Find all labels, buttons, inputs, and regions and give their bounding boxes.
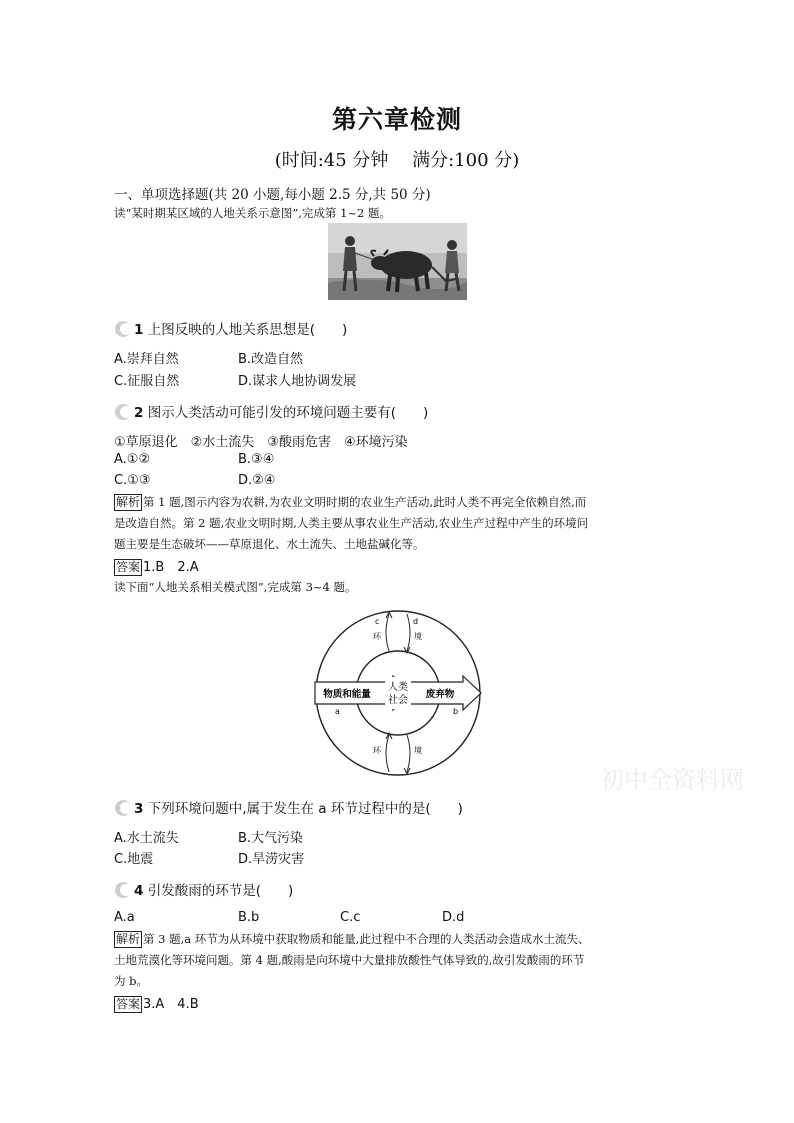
q3-option-a: A.水土流失 [114, 831, 179, 846]
diagram-bottom-left-char: 环 [373, 746, 381, 755]
answer-2 [114, 993, 199, 1013]
diagram-label-a: a [335, 707, 340, 716]
analysis-1-line-2: 是改造自然。第 2 题,农业文明时期,人类主要从事农业生产活动,农业生产过程中产生的环境问 [114, 516, 589, 530]
q1-option-a: A.崇拜自然 [114, 352, 179, 367]
analysis-1-line-3: 题主要是生态破坏——草原退化、水土流失、土地盐碱化等。 [114, 537, 425, 551]
analysis-1 [114, 492, 680, 555]
answer-2-text: 3.A 4.B [143, 997, 199, 1012]
answer-1-text: 1.B 2.A [143, 560, 199, 575]
q4-option-d: D.d [442, 910, 465, 925]
diagram-label-b: b [453, 707, 459, 716]
diagram-left-label: 物质和能量 [323, 689, 371, 700]
q4-option-b: B.b [238, 910, 260, 925]
human-land-diagram [313, 608, 483, 778]
answer-tag: 答案 [116, 560, 141, 574]
page-subtitle: (时间:45 分钟 满分:100 分) [274, 150, 520, 171]
question-marker-icon [114, 799, 132, 817]
q4-option-a: A.a [114, 910, 135, 925]
diagram-top-right-char: 境 [414, 632, 422, 641]
q1-option-b: B.改造自然 [238, 352, 304, 367]
diagram-center-line1: 人类 [388, 682, 408, 693]
question-2 [114, 401, 428, 421]
analysis-2-line-2: 土地荒漠化等环境问题。第 4 题,酸雨是向环境中大量排放酸性气体导致的,故引发酸雨的环节 [114, 953, 585, 967]
question-number: 2 [134, 405, 144, 421]
answer-tag: 答案 [116, 997, 141, 1011]
question-3 [114, 797, 463, 817]
question-text: 上图反映的人地关系思想是( ) [147, 322, 348, 338]
diagram-right-label: 废弃物 [425, 689, 455, 700]
diagram-label-d: d [413, 617, 419, 626]
q4-option-c: C.c [340, 910, 361, 925]
diagram-bottom-right-char: 境 [414, 746, 422, 755]
diagram-label-c: c [375, 617, 380, 626]
farming-photo [328, 223, 467, 300]
section-heading: 一、单项选择题(共 20 小题,每小题 2.5 分,共 50 分) [114, 187, 431, 203]
question-marker-icon [114, 320, 132, 338]
intro-2: 读下面“人地关系相关模式图”,完成第 3~4 题。 [114, 580, 357, 594]
analysis-1-line-1: 第 1 题,图示内容为农耕,为农业文明时期的农业生产活动,此时人类不再完全依赖自然,而 [143, 495, 587, 509]
question-4 [114, 879, 293, 899]
question-text: 下列环境问题中,属于发生在 a 环节过程中的是( ) [147, 801, 463, 817]
q2-option-b: B.③④ [238, 452, 275, 467]
q2-items: ①草原退化 ②水土流失 ③酸雨危害 ④环境污染 [114, 435, 408, 450]
analysis-2 [114, 929, 680, 992]
question-number: 3 [134, 801, 144, 817]
q3-option-b: B.大气污染 [238, 831, 304, 846]
diagram-top-left-char: 环 [373, 632, 381, 641]
q1-option-d: D.谋求人地协调发展 [238, 374, 357, 389]
q2-option-c: C.①③ [114, 473, 151, 488]
page-title: 第六章检测 [331, 105, 462, 134]
q1-option-c: C.征服自然 [114, 374, 180, 389]
question-1 [114, 318, 347, 338]
diagram-center-line2: 社会 [388, 695, 408, 706]
question-number: 1 [134, 322, 144, 338]
q3-option-d: D.旱涝灾害 [238, 852, 305, 867]
q2-option-d: D.②④ [238, 473, 276, 488]
question-number: 4 [134, 883, 144, 899]
question-marker-icon [114, 403, 132, 421]
q2-option-a: A.①② [114, 452, 151, 467]
analysis-2-line-1: 第 3 题,a 环节为从环境中获取物质和能量,此过程中不合理的人类活动会造成水土流失、 [143, 932, 590, 946]
question-text: 引发酸雨的环节是( ) [147, 883, 294, 899]
q3-option-c: C.地震 [114, 852, 154, 867]
question-marker-icon [114, 881, 132, 899]
analysis-tag: 解析 [116, 932, 141, 946]
intro-1: 读“某时期某区域的人地关系示意图”,完成第 1~2 题。 [114, 206, 391, 220]
question-text: 图示人类活动可能引发的环境问题主要有( ) [147, 405, 429, 421]
watermark: 初中全资料网 [600, 766, 744, 794]
analysis-tag: 解析 [116, 495, 141, 509]
answer-1 [114, 556, 199, 576]
analysis-2-line-3: 为 b。 [114, 974, 149, 988]
